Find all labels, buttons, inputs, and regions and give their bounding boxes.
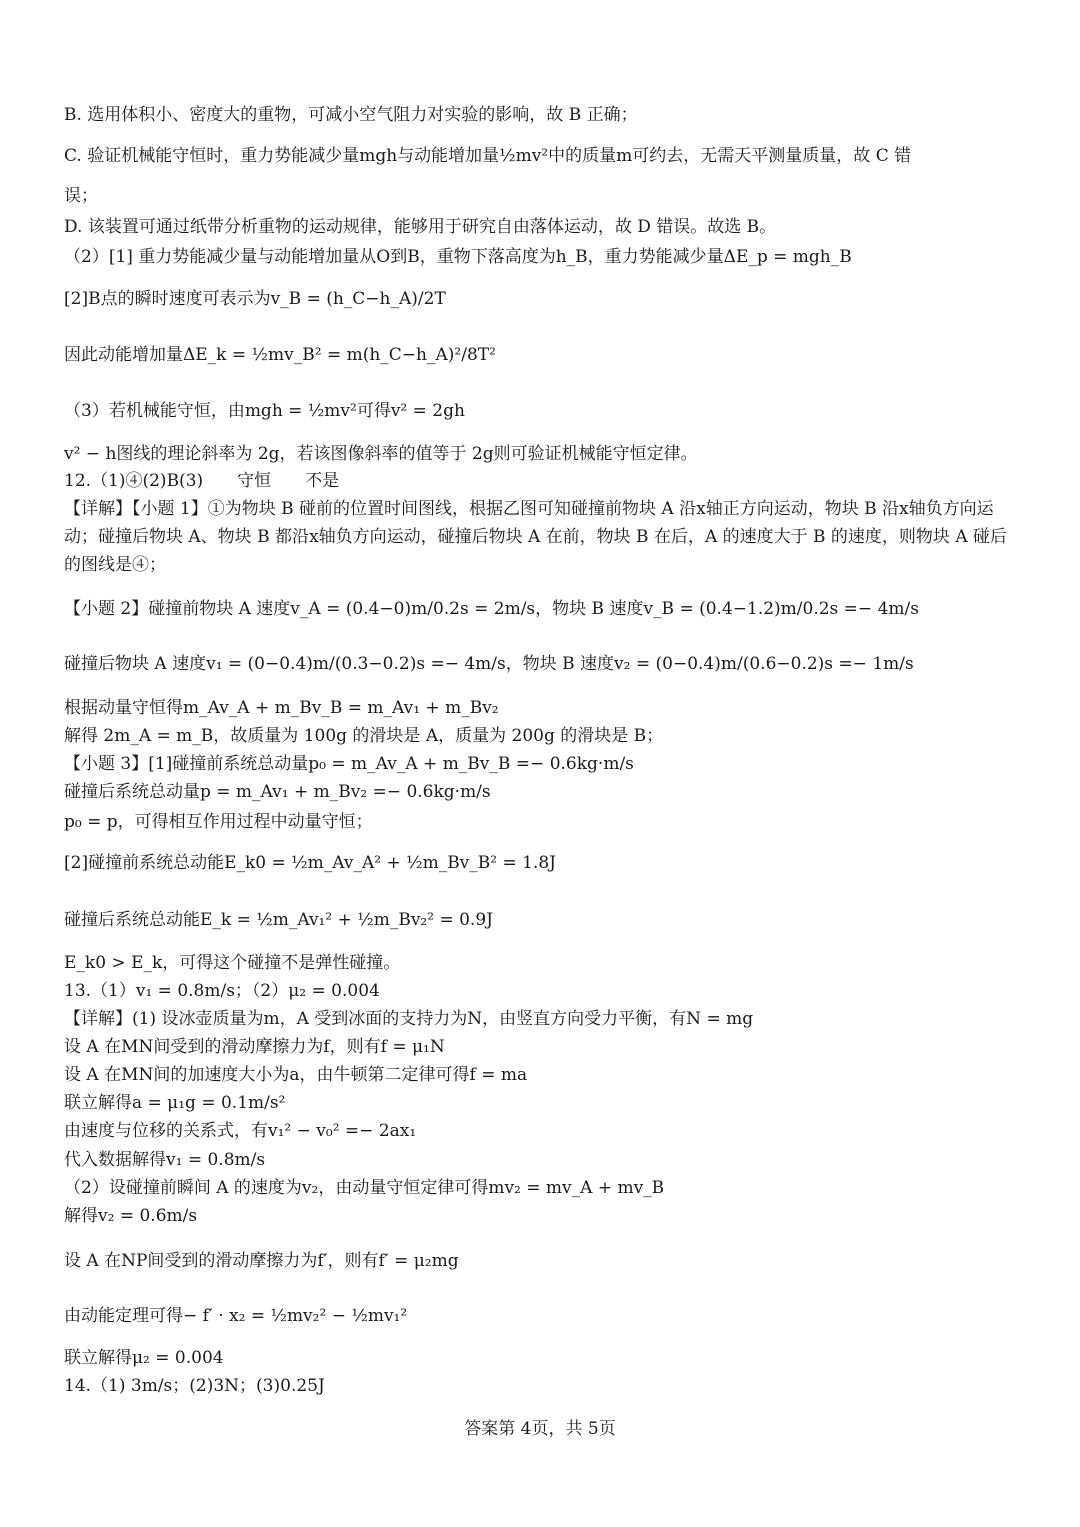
text-line: D. 该装置可通过纸带分析重物的运动规律，能够用于研究自由落体运动，故 D 错误。故选 B。 <box>64 217 777 237</box>
text-line: 【小题 2】碰撞前物块 A 速度v_A = (0.4−0)m/0.2s = 2m/s，物块 B 速度v_B = (0.4−1.2)m/0.2s =− 4m/s <box>64 599 919 619</box>
text-line: 碰撞后系统总动量p = m_Av₁ + m_Bv₂ =− 0.6kg·m/s <box>64 782 491 802</box>
text-line: [2]B点的瞬时速度可表示为v_B = (h_C−h_A)/2T <box>64 289 446 309</box>
text-line: 因此动能增加量ΔE_k = ½mv_B² = m(h_C−h_A)²/8T² <box>64 345 496 365</box>
text-line: 由动能定理可得− f′ · x₂ = ½mv₂² − ½mv₁² <box>64 1306 408 1326</box>
text-line: 设 A 在NP间受到的滑动摩擦力为f′，则有f′ = μ₂mg <box>64 1251 459 1271</box>
text-line: 联立解得μ₂ = 0.004 <box>64 1348 224 1368</box>
text-line: 代入数据解得v₁ = 0.8m/s <box>64 1150 266 1170</box>
text-line: E_k0 > E_k，可得这个碰撞不是弹性碰撞。 <box>64 953 401 973</box>
text-line: 13.（1）v₁ = 0.8m/s；（2）μ₂ = 0.004 <box>64 981 380 1001</box>
text-line: 根据动量守恒得m_Av_A + m_Bv_B = m_Av₁ + m_Bv₂ <box>64 698 499 718</box>
text-line: （2）[1] 重力势能减少量与动能增加量从O到B，重物下落高度为h_B，重力势能减少量ΔE_p = mgh_B <box>64 247 852 267</box>
text-line: 12.（1)④(2)B(3) 守恒 不是 <box>64 471 340 491</box>
text-paragraph: 【详解】【小题 1】①为物块 B 碰前的位置时间图线，根据乙图可知碰撞前物块 A 沿x轴正方向运动，物块 B 沿x轴负方向运动；碰撞后物块 A、物块 B 都沿x轴负方向运动，碰撞后物块 A 在前，物块 B 在后，A 的速度大于 B 的速度，则物块 A 碰后的图线是④； <box>64 499 1008 575</box>
text-line: （3）若机械能守恒，由mgh = ½mv²可得v² = 2gh <box>64 401 465 421</box>
text-line: 解得v₂ = 0.6m/s <box>64 1206 198 1226</box>
text-line: 由速度与位移的关系式，有v₁² − v₀² =− 2ax₁ <box>64 1121 417 1141</box>
text-line: 设 A 在MN间的加速度大小为a，由牛顿第二定律可得f = ma <box>64 1065 528 1085</box>
text-line: 碰撞后物块 A 速度v₁ = (0−0.4)m/(0.3−0.2)s =− 4m/s，物块 B 速度v₂ = (0−0.4)m/(0.6−0.2)s =− 1m/s <box>64 654 914 674</box>
text-line: （2）设碰撞前瞬间 A 的速度为v₂，由动量守恒定律可得mv₂ = mv_A + mv_B <box>64 1178 665 1198</box>
page-footer: 答案第 4页，共 5页 <box>464 1419 616 1439</box>
text-line: B. 选用体积小、密度大的重物，可减小空气阻力对实验的影响，故 B 正确； <box>64 105 638 125</box>
text-line: 设 A 在MN间受到的滑动摩擦力为f，则有f = μ₁N <box>64 1037 445 1057</box>
text-line: 误； <box>64 186 98 206</box>
text-line: 联立解得a = μ₁g = 0.1m/s² <box>64 1093 286 1113</box>
text-line: 解得 2m_A = m_B，故质量为 100g 的滑块是 A，质量为 200g 的滑块是 B； <box>64 726 664 746</box>
text-line: p₀ = p，可得相互作用过程中动量守恒； <box>64 812 373 832</box>
text-line: [2]碰撞前系统总动能E_k0 = ½m_Av_A² + ½m_Bv_B² = 1.8J <box>64 853 556 873</box>
text-line: 碰撞后系统总动能E_k = ½m_Av₁² + ½m_Bv₂² = 0.9J <box>64 910 493 930</box>
text-line: C. 验证机械能守恒时，重力势能减少量mgh与动能增加量½mv²中的质量m可约去，无需天平测量质量，故 C 错 <box>64 146 912 166</box>
text-line: 【详解】(1) 设冰壶质量为m，A 受到冰面的支持力为N，由竖直方向受力平衡，有N = mg <box>64 1009 754 1029</box>
text-line: v² − h图线的理论斜率为 2g，若该图像斜率的值等于 2g则可验证机械能守恒定律。 <box>64 444 698 464</box>
text-line: 14.（1) 3m/s；(2)3N；(3)0.25J <box>64 1376 325 1396</box>
text-line: 【小题 3】[1]碰撞前系统总动量p₀ = m_Av_A + m_Bv_B =− 0.6kg·m/s <box>64 754 634 774</box>
